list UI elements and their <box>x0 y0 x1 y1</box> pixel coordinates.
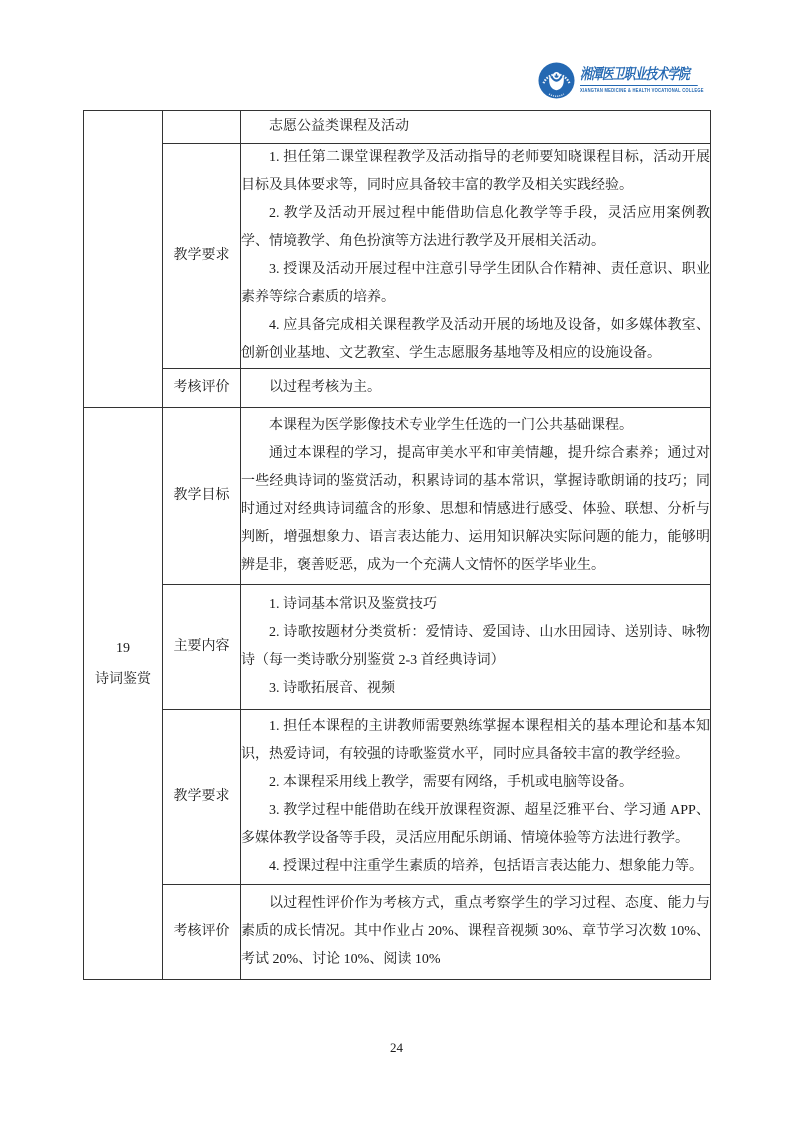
table-row <box>84 710 711 885</box>
course-cell-19 <box>84 408 163 980</box>
table-row <box>84 144 711 369</box>
paragraph: 4. 应具备完成相关课程教学及活动开展的场地及设备，如多媒体教室、创新创业基地、文艺教室、学生志愿服务基地等及相应的设施设备。 <box>241 318 710 361</box>
content-cell-teaching-goals <box>241 408 711 585</box>
row-label-teaching-requirements-2: 教学要求 <box>163 710 241 885</box>
paragraph: 1. 担任本课程的主讲教师需要熟练掌握本课程相关的基本理论和基本知识，热爱诗词，有较强的诗歌鉴赏水平，同时应具备较丰富的教学经验。 <box>241 719 710 762</box>
row-label-assessment: 考核评价 <box>163 369 241 408</box>
row-label-empty <box>163 111 241 144</box>
college-emblem-icon <box>538 62 575 99</box>
table-row <box>84 585 711 710</box>
paragraph: 3. 教学过程中能借助在线开放课程资源、超星泛雅平台、学习通 APP、多媒体教学设备等手段，灵活应用配乐朗诵、情境体验等方法进行教学。 <box>241 803 710 846</box>
college-name-block <box>580 67 731 94</box>
college-name-en: XIANGTAN MEDICINE & HEALTH VOCATIONAL COLLEGE <box>580 88 704 94</box>
course-number: 19 <box>116 640 130 656</box>
paragraph: 2. 教学及活动开展过程中能借助信息化教学等手段，灵活应用案例教学、情境教学、角色扮演等方法进行教学及开展相关活动。 <box>241 206 710 249</box>
content-cell-assessment <box>241 369 711 408</box>
table-row <box>84 369 711 408</box>
paragraph: 4. 授课过程中注重学生素质的培养，包括语言表达能力、想象能力等。 <box>269 859 703 874</box>
course-name: 诗词鉴赏 <box>95 671 151 687</box>
paragraph: 本课程为医学影像技术专业学生任选的一门公共基础课程。 <box>269 418 633 433</box>
page-number: 24 <box>390 1040 403 1055</box>
row-label-main-content: 主要内容 <box>163 585 241 710</box>
course-cell-previous <box>84 111 163 408</box>
content-cell-assessment-2 <box>241 885 711 980</box>
paragraph: 1. 担任第二课堂课程教学及活动指导的老师要知晓课程目标，活动开展目标及具体要求等，同时应具备较丰富的教学及相关实践经验。 <box>241 150 710 193</box>
college-name-zh: 湘潭医卫职业技术学院 <box>580 67 698 86</box>
table-row <box>84 408 711 585</box>
paragraph: 3. 诗歌拓展音、视频 <box>269 681 395 696</box>
paragraph: 通过本课程的学习，提高审美水平和审美情趣，提升综合素养；通过对一些经典诗词的鉴赏活动，积累诗词的基本常识，掌握诗歌朗诵的技巧；同时通过对经典诗词蕴含的形象、思想和情感进行感受、体验、联想、分析与判断，增强想象力、语言表达能力、运用知识解决实际问题的能力，能够明辨是非，褒善贬恶，成为一个充满人文情怀的医学毕业生。 <box>241 446 710 573</box>
paragraph: 3. 授课及活动开展过程中注意引导学生团队合作精神、责任意识、职业素养等综合素质的培养。 <box>241 262 710 305</box>
content-cell-teaching-requirements <box>241 144 711 369</box>
content-cell-main-content <box>241 585 711 710</box>
row-label-assessment-2: 考核评价 <box>163 885 241 980</box>
course-table <box>83 110 711 980</box>
content-cell-main-content-tail <box>241 111 711 144</box>
row-label-teaching-requirements: 教学要求 <box>163 144 241 369</box>
paragraph: 2. 诗歌按题材分类赏析：爱情诗、爱国诗、山水田园诗、送别诗、咏物诗（每一类诗歌分别鉴赏 2-3 首经典诗词） <box>241 625 710 668</box>
paragraph: 以过程性评价作为考核方式，重点考察学生的学习过程、态度、能力与素质的成长情况。其中作业占 20%、课程音视频 30%、章节学习次数 10%、考试 20%、讨论 10%、阅读 10% <box>241 896 710 967</box>
row-label-teaching-goals: 教学目标 <box>163 408 241 585</box>
paragraph: 1. 诗词基本常识及鉴赏技巧 <box>269 597 437 612</box>
content-cell-teaching-requirements-2 <box>241 710 711 885</box>
table-row <box>84 885 711 980</box>
paragraph: 以过程考核为主。 <box>269 380 381 395</box>
paragraph: 2. 本课程采用线上教学，需要有网络，手机或电脑等设备。 <box>269 775 633 790</box>
college-logo <box>538 62 731 99</box>
table-row <box>84 111 711 144</box>
paragraph: 志愿公益类课程及活动 <box>269 119 409 134</box>
